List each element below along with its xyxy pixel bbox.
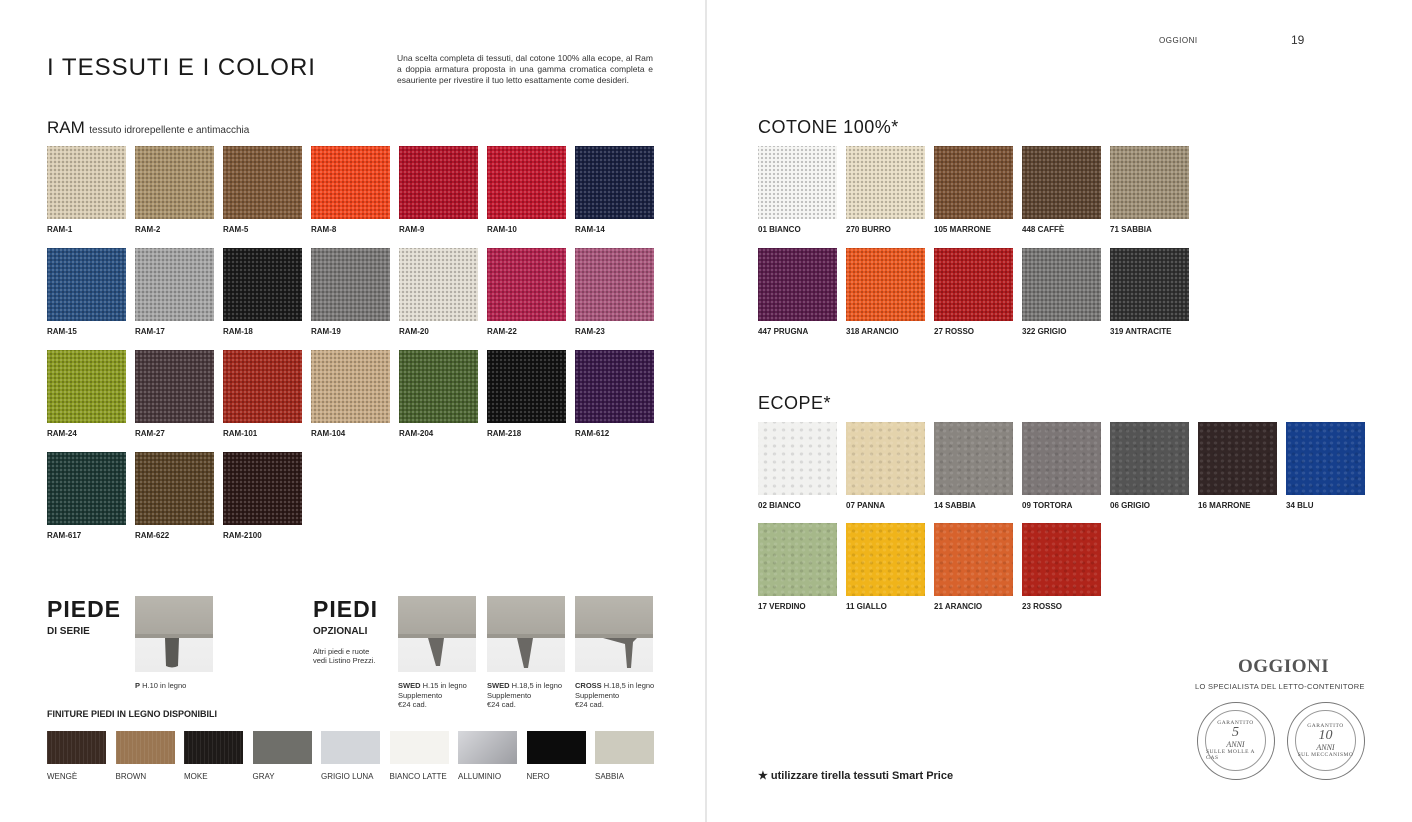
cotone-swatch — [1110, 248, 1189, 321]
cotone-swatch-label: 448 CAFFÈ — [1022, 225, 1065, 234]
finish-swatch — [47, 731, 106, 764]
ram-swatch-label: RAM-2 — [135, 225, 161, 234]
header-brand: OGGIONI — [1159, 36, 1198, 45]
piede-serie-image — [135, 596, 213, 672]
ram-swatch-label: RAM-20 — [399, 327, 429, 336]
ecope-swatch — [1022, 422, 1101, 495]
right-page — [707, 0, 1412, 822]
ram-swatch-label: RAM-8 — [311, 225, 337, 234]
swed-185-image — [487, 596, 565, 672]
intro-text: Una scelta completa di tessuti, dal cotone 100% alla ecope, al Ram a doppia armatura proposta in una gamma cromatica completa e esauriente per rivestire il tuo letto esattamente come desideri. — [397, 53, 653, 85]
ram-swatch — [487, 248, 566, 321]
ecope-title: ECOPE* — [758, 393, 832, 413]
finish-swatch — [390, 731, 449, 764]
ram-swatch-label: RAM-14 — [575, 225, 605, 234]
smart-price-note: ★ utilizzare tirella tessuti Smart Price — [758, 770, 954, 782]
ecope-swatch — [846, 523, 925, 596]
ram-swatch — [135, 350, 214, 423]
ram-swatch-label: RAM-10 — [487, 225, 517, 234]
ecope-swatch — [1286, 422, 1365, 495]
ecope-swatch — [934, 523, 1013, 596]
finish-label: BIANCO LATTE — [389, 772, 447, 781]
cotone-swatch-label: 01 BIANCO — [758, 225, 801, 234]
ram-swatch — [575, 146, 654, 219]
cotone-swatch — [758, 248, 837, 321]
ram-swatch-label: RAM-612 — [575, 429, 610, 438]
finish-swatch — [595, 731, 654, 764]
ram-swatch-label: RAM-1 — [47, 225, 73, 234]
ram-swatch-label: RAM-101 — [223, 429, 258, 438]
piedi-subtitle: OPZIONALI — [313, 626, 368, 637]
ecope-swatch — [1022, 523, 1101, 596]
ram-heading — [47, 118, 249, 138]
cross-185-image — [575, 596, 653, 672]
ram-swatch — [399, 350, 478, 423]
ecope-swatch-label: 23 ROSSO — [1022, 602, 1063, 611]
ram-swatch — [47, 350, 126, 423]
cotone-swatch — [846, 248, 925, 321]
cotone-swatch — [934, 248, 1013, 321]
cotone-title: COTONE 100%* — [758, 117, 899, 137]
ram-swatch — [399, 248, 478, 321]
finish-swatch — [253, 731, 312, 764]
finish-swatch — [321, 731, 380, 764]
ram-swatch — [223, 452, 302, 525]
cotone-swatch — [758, 146, 837, 219]
cotone-swatch-label: 27 ROSSO — [934, 327, 975, 336]
ram-title: RAM — [47, 118, 85, 137]
finish-swatch — [184, 731, 243, 764]
piede-subtitle: DI SERIE — [47, 626, 90, 637]
ram-swatch-label: RAM-23 — [575, 327, 605, 336]
ecope-swatch — [934, 422, 1013, 495]
ram-swatch-label: RAM-9 — [399, 225, 425, 234]
ram-swatch — [575, 350, 654, 423]
ram-swatch — [223, 350, 302, 423]
ram-swatch — [311, 350, 390, 423]
ram-swatch — [223, 146, 302, 219]
piedi-option-caption: SWED H.15 in legno Supplemento €24 cad. — [398, 681, 467, 709]
cotone-swatch — [846, 146, 925, 219]
ram-swatch-label: RAM-24 — [47, 429, 77, 438]
ram-swatch — [135, 248, 214, 321]
ram-swatch-label: RAM-2100 — [223, 531, 262, 540]
ram-swatch-label: RAM-104 — [311, 429, 346, 438]
warranty-seal-10: GARANTITO 10 ANNI SUL MECCANISMO — [1287, 702, 1365, 780]
finiture-title: FINITURE PIEDI IN LEGNO DISPONIBILI — [47, 709, 218, 719]
ram-swatch-label: RAM-19 — [311, 327, 341, 336]
swed-15-image — [398, 596, 476, 672]
ecope-swatch-label: 14 SABBIA — [934, 501, 976, 510]
ram-swatch-label: RAM-617 — [47, 531, 82, 540]
brand-logo: OGGIONI — [1238, 656, 1330, 677]
piede-title: PIEDE — [47, 596, 122, 622]
ecope-swatch — [846, 422, 925, 495]
cotone-swatch — [934, 146, 1013, 219]
ecope-swatch — [1110, 422, 1189, 495]
ram-swatch — [575, 248, 654, 321]
page-title: I TESSUTI E I COLORI — [47, 54, 316, 81]
ram-swatch-label: RAM-27 — [135, 429, 165, 438]
cotone-swatch-label: 447 PRUGNA — [758, 327, 809, 336]
ecope-swatch — [1198, 422, 1277, 495]
piedi-note-1: Altri piedi e ruote — [313, 647, 370, 656]
finish-swatch — [458, 731, 517, 764]
ram-swatch — [135, 452, 214, 525]
ram-swatch — [311, 146, 390, 219]
ram-swatch-label: RAM-204 — [399, 429, 434, 438]
ram-swatch — [47, 452, 126, 525]
ram-swatch-label: RAM-218 — [487, 429, 522, 438]
ecope-swatch-label: 34 BLU — [1286, 501, 1314, 510]
ecope-swatch-label: 02 BIANCO — [758, 501, 801, 510]
cotone-swatch-label: 318 ARANCIO — [846, 327, 899, 336]
ram-swatch-label: RAM-622 — [135, 531, 170, 540]
piede-caption: P H.10 in legno — [135, 681, 187, 690]
ecope-swatch-label: 17 VERDINO — [758, 602, 806, 611]
ram-swatch — [487, 350, 566, 423]
ram-swatch — [47, 146, 126, 219]
finish-label: WENGÈ — [47, 772, 78, 781]
ram-swatch — [223, 248, 302, 321]
finish-label: MOKE — [184, 772, 208, 781]
ram-swatch-label: RAM-17 — [135, 327, 165, 336]
finish-label: ALLUMINIO — [458, 772, 502, 781]
cotone-swatch — [1110, 146, 1189, 219]
cotone-swatch-label: 71 SABBIA — [1110, 225, 1152, 234]
page-number: 19 — [1291, 33, 1305, 47]
cotone-swatch-label: 322 GRIGIO — [1022, 327, 1067, 336]
piedi-note-2: vedi Listino Prezzi. — [313, 656, 376, 665]
finish-swatch — [527, 731, 586, 764]
finish-label: BROWN — [115, 772, 147, 781]
ecope-swatch-label: 21 ARANCIO — [934, 602, 983, 611]
ram-swatch — [47, 248, 126, 321]
ecope-swatch-label: 09 TORTORA — [1022, 501, 1073, 510]
ram-swatch-label: RAM-22 — [487, 327, 517, 336]
finish-label: GRIGIO LUNA — [321, 772, 374, 781]
ecope-swatch — [758, 523, 837, 596]
ecope-swatch — [758, 422, 837, 495]
cotone-swatch — [1022, 146, 1101, 219]
brand-tagline: LO SPECIALISTA DEL LETTO-CONTENITORE — [1195, 682, 1365, 691]
ram-swatch — [311, 248, 390, 321]
finish-label: NERO — [526, 772, 550, 781]
ram-swatch-label: RAM-18 — [223, 327, 253, 336]
ecope-swatch-label: 11 GIALLO — [846, 602, 887, 611]
ecope-swatch-label: 07 PANNA — [846, 501, 885, 510]
cotone-swatch-label: 270 BURRO — [846, 225, 891, 234]
piedi-option-caption: SWED H.18,5 in legno Supplemento €24 cad. — [487, 681, 563, 709]
ram-subtitle: tessuto idrorepellente e antimacchia — [89, 125, 250, 136]
cotone-swatch-label: 319 ANTRACITE — [1110, 327, 1172, 336]
piedi-option-caption: CROSS H.18,5 in legno Supplemento €24 cad. — [575, 681, 655, 709]
cotone-swatch-label: 105 MARRONE — [934, 225, 991, 234]
ram-swatch — [487, 146, 566, 219]
ecope-swatch-label: 06 GRIGIO — [1110, 501, 1151, 510]
ecope-swatch-label: 16 MARRONE — [1198, 501, 1251, 510]
warranty-seal-5: GARANTITO 5 ANNI SULLE MOLLE A GAS — [1197, 702, 1275, 780]
ram-swatch — [135, 146, 214, 219]
ram-swatch-label: RAM-15 — [47, 327, 77, 336]
ram-swatch — [399, 146, 478, 219]
finish-label: SABBIA — [595, 772, 624, 781]
piedi-title: PIEDI — [313, 596, 379, 622]
finish-swatch — [116, 731, 175, 764]
cotone-swatch — [1022, 248, 1101, 321]
finish-label: GRAY — [252, 772, 275, 781]
ram-swatch-label: RAM-5 — [223, 225, 249, 234]
